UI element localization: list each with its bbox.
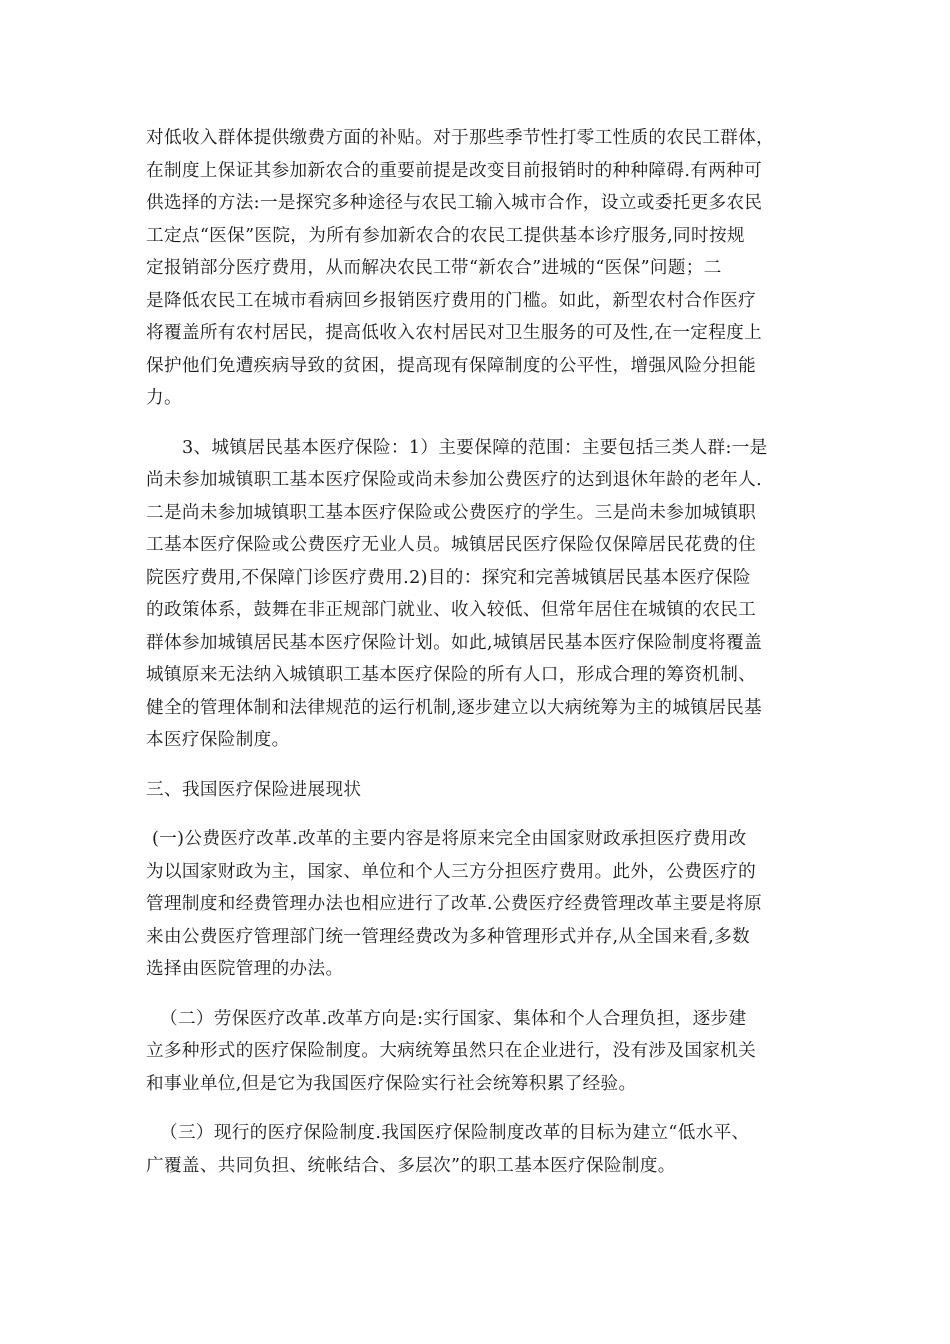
paragraph-urban-resident-insurance — [146, 432, 806, 757]
text-line: 将覆盖所有农村居民，提高低收入农村居民对卫生服务的可及性,在一定程度上 — [146, 323, 763, 343]
text-line: （二）劳保医疗改革.改革方向是:实行国家、集体和个人合理负担，逐步建 — [160, 1008, 747, 1029]
text-line: 对低收入群体提供缴费方面的补贴。对于那些季节性打零工性质的农民工群体， — [146, 128, 775, 148]
text-line: 3、城镇居民基本医疗保险：1）主要保障的范围：主要包括三类人群:一是 — [182, 437, 768, 458]
text-line: （三）现行的医疗保险制度.我国医疗保险制度改革的目标为建立“低水平、 — [160, 1123, 750, 1143]
text-line: 管理制度和经费管理办法也相应进行了改革.公费医疗经费管理改革主要是将原 — [146, 894, 763, 914]
text-line: 来由公费医疗管理部门统一管理经费改为多种管理形式并存,从全国来看,多数 — [146, 926, 751, 947]
text-line: 定报销部分医疗费用，从而解决农民工带“新农合”进城的“医保”问题；二 — [146, 258, 722, 278]
paragraph-labor-insurance-reform — [146, 1003, 806, 1101]
text-line: 本医疗保险制度。 — [146, 730, 290, 750]
text-line: (一)公费医疗改革.改革的主要内容是将原来完全由国家财政承担医疗费用改 — [152, 829, 747, 849]
text-line: 的政策体系，鼓舞在非正规部门就业、收入较低、但常年居住在城镇的农民工 — [146, 600, 757, 620]
section-heading: 三、我国医疗保险进展现状 — [146, 779, 362, 800]
text-line: 工基本医疗保险或公费医疗无业人员。城镇居民医疗保险仅保障居民花费的住 — [146, 535, 757, 555]
paragraph-subsidy — [146, 122, 806, 415]
text-line: 尚未参加城镇职工基本医疗保险或尚未参加公费医疗的达到退休年龄的老年人. — [146, 470, 763, 490]
paragraph-public-medical-reform — [146, 823, 806, 986]
text-line: 群体参加城镇居民基本医疗保险计划。如此,城镇居民基本医疗保险制度将覆盖 — [146, 632, 763, 653]
text-line: 在制度上保证其参加新农合的重要前提是改变目前报销时的种种障碍.有两种可 — [146, 160, 763, 181]
document-page — [146, 122, 806, 1199]
text-line: 工定点“医保”医院，为所有参加新农合的农民工提供基本诊疗服务,同时按规 — [146, 225, 745, 246]
text-line: 是降低农民工在城市看病回乡报销医疗费用的门槛。如此，新型农村合作医疗 — [146, 290, 757, 311]
text-line: 院医疗费用,不保障门诊医疗费用.2)目的：探究和完善城镇居民基本医疗保险 — [146, 567, 751, 588]
text-line: 力。 — [146, 388, 182, 408]
text-line: 和事业单位,但是它为我国医疗保险实行社会统筹积累了经验。 — [146, 1073, 637, 1094]
text-line: 城镇原来无法纳入城镇职工基本医疗保险的所有人口，形成合理的筹资机制、 — [146, 665, 757, 685]
text-line: 广覆盖、共同负担、统帐结合、多层次”的职工基本医疗保险制度。 — [146, 1155, 676, 1176]
text-line: 为以国家财政为主，国家、单位和个人三方分担医疗费用。此外，公费医疗的 — [146, 861, 757, 882]
text-line: 立多种形式的医疗保险制度。大病统筹虽然只在企业进行，没有涉及国家机关 — [146, 1041, 757, 1061]
text-line: 选择由医院管理的办法。 — [146, 959, 344, 979]
text-line: 健全的管理体制和法律规范的运行机制,逐步建立以大病统筹为主的城镇居民基 — [146, 697, 763, 718]
text-line: 二是尚未参加城镇职工基本医疗保险或公费医疗的学生。三是尚未参加城镇职 — [146, 502, 757, 523]
text-line: 供选择的方法:一是探究多种途径与农民工输入城市合作，设立或委托更多农民 — [146, 193, 763, 213]
text-line: 保护他们免遭疾病导致的贫困，提高现有保障制度的公平性，增强风险分担能 — [146, 355, 757, 376]
paragraph-current-insurance-system — [146, 1117, 806, 1182]
